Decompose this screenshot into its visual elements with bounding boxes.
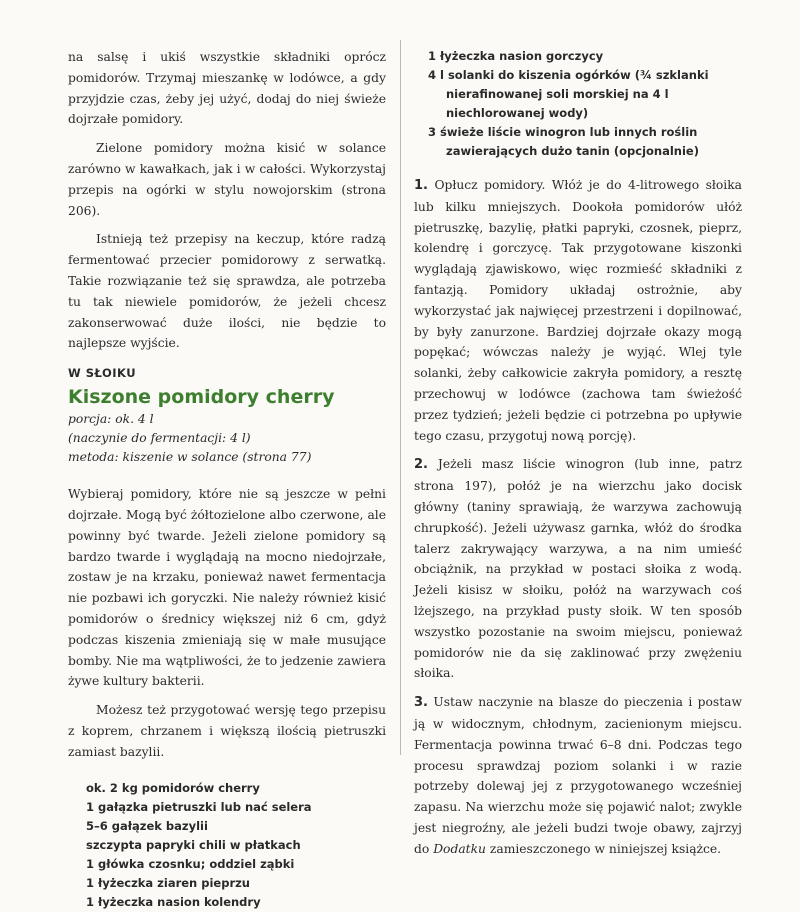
paragraph-choose-tomatoes: Wybieraj pomidory, które nie są jeszcze w pełni dojrzałe. Mogą być żółtozielone albo czerwone, ale powinny być twarde. Jeżeli zielone pomidory są bardzo twarde i wyglądają na mocno niedojrzałe, zostaw je na krzaku, ponieważ nawet fermentacja nie pozbawi ich goryczki. Nie należy również kisić pomidorów o średnicy większej niż 6 cm, gdyż podczas kiszenia zmieniają się w małe musujące bomby. Nie ma wątpliwości, że to jedzenie zawiera żywe kultury bakterii. [68,487,386,689]
ingredient-item: 3 świeże liście winogron lub innych roślin zawierających dużo tanin (opcjonalnie) [428,125,699,158]
ingredient-item: 5–6 gałązek bazylii [86,818,208,833]
step-number: 1. [414,178,428,193]
ingredient-item: 1 łyżeczka ziaren pieprzu [86,875,250,890]
meta-vessel: (naczynie do fermentacji: 4 l) [68,431,251,446]
right-column [414,47,742,860]
recipe-meta [68,410,386,467]
meta-method: metoda: kiszenie w solance (strona 77) [68,450,312,465]
ingredient-item: szczypta papryki chili w płatkach [86,837,301,852]
step-text: Ustaw naczynie na blasze do pieczenia i postaw ją w widocznym, chłodnym, zacienionym miejscu. Fermentacja powinna trwać 6–8 dni. Podczas tego procesu sprawdzaj poziom solanki i w razie potrzeby dolewaj jej z przygotowanego wcześniej zapasu. Na wierzchu może się pojawić nalot; zwykle jest niegroźny, ale jeżeli budzi twoje obawy, zajrzyj do [414,695,742,856]
meta-yield: porcja: ok. 4 l [68,412,154,427]
ingredient-item: 1 główka czosnku; oddziel ząbki [86,856,295,871]
paragraph-ketchup: Istnieją też przepisy na keczup, które radzą fermentować przecier pomidorowy z serwatką. Takie rozwiązanie też się sprawdza, ale potrzeba tu tak niewiele pomidorów, że jeżeli chcesz zakonserwować duże ilości, nie będzie to najlepsze wyjście. [68,232,386,351]
step-number: 3. [414,695,428,711]
ingredient-item: ok. 2 kg pomidorów cherry [86,780,260,795]
section-label: W SŁOIKU [68,366,137,381]
step-text: zamieszczonego w niniejszej książce. [485,841,722,856]
step-text: Opłucz pomidory. Włóż je do 4-litrowego słoika lub kilku mniejszych. Dookoła pomidorów ułóż pietruszkę, bazylię, płatki papryki, czosnek, pieprz, kolendrę i gorczycę. Tak przygotowane kiszonki wyglądają zjawiskowo, więc rozmieść składniki z fantazją. Pomidory układaj ostrożnie, aby wykorzystać jak najwięcej przestrzeni i dopilnować, by były zanurzone. Bardziej dojrzałe okazy mogą popękać; wówczas należy je wyjąć. Wlej tyle solanki, żeby całkowicie zakryła pomidory, a resztę przechowuj w lodówce (zachowa tam świeżość przez tydzień; jeżeli będzie ci potrzebna po upływie tego czasu, przygotuj nową porcję). [414,178,742,443]
left-column [68,47,386,912]
appendix-reference: Dodatku [433,841,486,856]
step-1 [414,175,742,446]
recipe-title: Kiszone pomidory cherry [68,386,335,409]
ingredient-list-left [86,779,386,912]
step-number: 2. [414,457,428,473]
ingredient-item: 1 łyżeczka nasion gorczycy [428,49,604,63]
step-3 [414,692,742,859]
step-2 [414,454,742,684]
paragraph-salsa: na salsę i ukiś wszystkie składniki oprócz pomidorów. Trzymaj mieszankę w lodówce, a gdy przyjdzie czas, żeby jej użyć, dodaj do niej świeże dojrzałe pomidory. [68,50,386,127]
paragraph-variation: Możesz też przygotować wersję tego przepisu z koprem, chrzanem i większą ilością pietruszki zamiast bazylii. [68,703,386,759]
ingredient-item: 1 łyżeczka nasion kolendry [86,894,261,909]
ingredient-item: 4 l solanki do kiszenia ogórków (¾ szklanki nierafinowanej soli morskiej na 4 l niechlorowanej wody) [428,68,709,120]
ingredient-list-right [428,47,742,161]
column-divider [400,40,401,755]
paragraph-green-tomatoes: Zielone pomidory można kisić w solance zarówno w kawałkach, jak i w całości. Wykorzystaj przepis na ogórki w stylu nowojorskim (strona 206). [68,141,386,218]
step-text: Jeżeli masz liście winogron (lub inne, patrz strona 197), połóż je na wierzchu jako docisk główny (taniny sprawiają, że warzywa zachowują chrupkość). Jeżeli używasz garnka, włóż do środka talerz zakrywający warzywa, a na nim umieść obciążnik, na przykład w postaci słoika z wodą. Jeżeli kisisz w słoiku, połóż na warzywach coś lżejszego, na przykład pusty słoik. W ten sposób wszystko pozostanie na swoim miejscu, ponieważ pomidorów nie da się zaklinować przy zwężeniu słoika. [414,457,742,681]
ingredient-item: 1 gałązka pietruszki lub nać selera [86,799,312,814]
